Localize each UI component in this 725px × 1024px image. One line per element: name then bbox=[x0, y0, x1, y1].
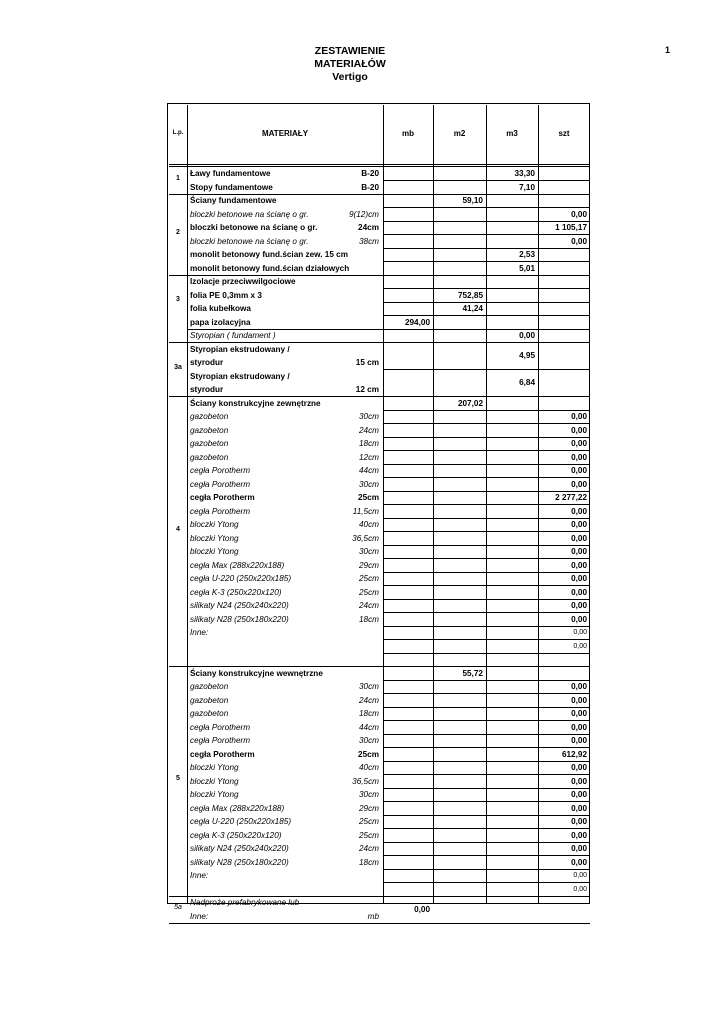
value-szt: 0,00 bbox=[571, 506, 587, 516]
value-szt: 0,00 bbox=[571, 412, 587, 421]
material-spec: 24cm bbox=[358, 223, 379, 232]
material-spec: 25cm bbox=[358, 830, 379, 840]
material-name: cegła Porotherm bbox=[190, 466, 251, 475]
material-spec: 25cm bbox=[358, 587, 379, 597]
header-m2: m2 bbox=[453, 129, 466, 138]
material-name: Izolacje przeciwwilgociowe bbox=[190, 277, 296, 286]
value-szt: 0,00 bbox=[571, 776, 587, 786]
material-name: cegła Porotherm bbox=[190, 506, 251, 516]
value-szt: 0,00 bbox=[571, 466, 587, 475]
material-spec: 36,5cm bbox=[352, 533, 379, 543]
material-name: silikaty N28 (250x180x220) bbox=[190, 614, 289, 624]
value-m3: 6,84 bbox=[519, 378, 535, 388]
material-spec: 15 cm bbox=[355, 358, 379, 367]
value-szt: 0,00 bbox=[571, 695, 587, 705]
value-szt: 0,00 bbox=[571, 736, 587, 745]
material-name: monolit betonowy fund.ścian zew. 15 cm bbox=[190, 250, 349, 259]
material-spec: 24cm bbox=[358, 425, 379, 435]
material-name: bloczki betonowe na ścianę o gr. bbox=[190, 209, 309, 219]
material-spec: 36,5cm bbox=[352, 776, 379, 786]
material-spec: 30cm bbox=[358, 790, 379, 799]
header-materials: MATERIAŁY bbox=[261, 129, 309, 138]
material-name: papa izolacyjna bbox=[190, 317, 251, 327]
material-spec: 18cm bbox=[358, 709, 379, 718]
material-name-cont: styrodur bbox=[190, 358, 224, 367]
title-line-1: ZESTAWIENIE bbox=[314, 45, 386, 57]
value-m2: 752,85 bbox=[457, 290, 483, 300]
material-spec: 18cm bbox=[358, 857, 379, 867]
header-lp: L.p. bbox=[172, 130, 184, 136]
value-szt: 0,00 bbox=[571, 533, 587, 543]
material-name: Ściany konstrukcyjne zewnętrzne bbox=[190, 398, 321, 408]
row-divider bbox=[383, 288, 590, 289]
value-szt: 0,00 bbox=[571, 709, 587, 718]
material-name: bloczki betonowe na ścianę o gr. bbox=[190, 223, 318, 232]
material-name: gazobeton bbox=[190, 425, 229, 435]
material-name-cont: Inne: bbox=[190, 911, 209, 921]
material-name: cegła Porotherm bbox=[190, 493, 255, 502]
material-spec: 18cm bbox=[358, 614, 379, 624]
material-spec: 44cm bbox=[358, 722, 379, 732]
value-szt: 0,00 bbox=[571, 479, 587, 489]
page-number: 1 bbox=[664, 45, 670, 55]
material-spec: 44cm bbox=[358, 466, 379, 475]
material-name: bloczki Ytong bbox=[190, 763, 239, 772]
material-spec: 25cm bbox=[358, 574, 379, 583]
value-szt: 0,00 bbox=[571, 844, 587, 853]
material-spec: 24cm bbox=[358, 844, 379, 853]
value-szt: 2 277,22 bbox=[555, 493, 587, 502]
material-spec: 18cm bbox=[358, 439, 379, 448]
material-name: cegła U-220 (250x220x185) bbox=[190, 817, 292, 826]
value-m2: 207,02 bbox=[457, 398, 483, 408]
value-szt: 0,00 bbox=[571, 452, 587, 462]
material-name: Ściany fundamentowe bbox=[190, 196, 277, 205]
material-name: gazobeton bbox=[190, 412, 229, 421]
material-name: gazobeton bbox=[190, 695, 229, 705]
material-spec: B-20 bbox=[361, 182, 379, 192]
value-szt: 0,00 bbox=[571, 857, 587, 867]
value-szt: 0,00 bbox=[571, 236, 587, 246]
value-szt: 0,00 bbox=[571, 560, 587, 570]
value-m2: 41,24 bbox=[462, 304, 483, 313]
value-szt: 0,00 bbox=[571, 520, 587, 529]
material-spec: 30cm bbox=[358, 479, 379, 489]
material-spec: 24cm bbox=[358, 601, 379, 610]
material-name: cegła Porotherm bbox=[190, 479, 251, 489]
material-name: cegła K-3 (250x220x120) bbox=[190, 830, 282, 840]
value-szt: 0,00 bbox=[571, 601, 587, 610]
value-szt: 0,00 bbox=[573, 872, 587, 879]
material-name: gazobeton bbox=[190, 439, 229, 448]
material-name: silikaty N24 (250x240x220) bbox=[190, 844, 289, 853]
material-spec: 25cm bbox=[358, 749, 379, 759]
material-spec: 29cm bbox=[358, 560, 379, 570]
material-name: cegła Max (288x220x188) bbox=[190, 803, 285, 813]
value-szt: 0,00 bbox=[571, 830, 587, 840]
material-spec: 25cm bbox=[358, 817, 379, 826]
value-szt: 0,00 bbox=[571, 425, 587, 435]
material-spec: 12cm bbox=[358, 452, 379, 462]
value-szt: 0,00 bbox=[571, 547, 587, 556]
material-spec: 25cm bbox=[358, 493, 379, 502]
material-name: folia kubełkowa bbox=[190, 304, 251, 313]
value-mb: 0,00 bbox=[414, 904, 430, 914]
material-spec: 30cm bbox=[358, 736, 379, 745]
material-name: cegła Porotherm bbox=[190, 749, 255, 759]
material-name: gazobeton bbox=[190, 682, 229, 691]
material-spec: 40cm bbox=[358, 763, 379, 772]
material-spec: B-20 bbox=[361, 169, 379, 178]
material-name: cegła Porotherm bbox=[190, 736, 251, 745]
row-divider bbox=[383, 302, 590, 303]
material-name: bloczki Ytong bbox=[190, 520, 239, 529]
material-spec: 40cm bbox=[358, 520, 379, 529]
value-szt: 0,00 bbox=[571, 790, 587, 799]
material-name: Inne: bbox=[190, 628, 209, 637]
value-szt: 0,00 bbox=[573, 629, 587, 636]
title-line-3: Vertigo bbox=[332, 71, 368, 83]
material-name: Ściany konstrukcyjne wewnętrzne bbox=[190, 668, 323, 678]
material-spec: 30cm bbox=[358, 547, 379, 556]
group-number: 3 bbox=[176, 296, 180, 303]
value-szt: 1 105,17 bbox=[555, 223, 587, 232]
material-name: Styropian ( fundament ) bbox=[190, 331, 276, 340]
group-number: 1 bbox=[176, 174, 180, 182]
value-szt: 0,00 bbox=[571, 817, 587, 826]
group-number: 2 bbox=[176, 228, 180, 236]
material-name: Stopy fundamentowe bbox=[190, 182, 273, 192]
material-name: Styropian ekstrudowany / bbox=[190, 371, 290, 381]
column-divider bbox=[187, 105, 188, 904]
material-spec: 24cm bbox=[358, 695, 379, 705]
material-spec: 11,5cm bbox=[352, 506, 379, 516]
value-szt: 0,00 bbox=[571, 439, 587, 448]
material-name: Nadproże prefabrykowane lub bbox=[190, 898, 300, 907]
material-name: silikaty N28 (250x180x220) bbox=[190, 857, 289, 867]
material-name: cegła Max (288x220x188) bbox=[190, 560, 285, 570]
material-name: bloczki Ytong bbox=[190, 776, 239, 786]
material-name: Ławy fundamentowe bbox=[190, 169, 271, 178]
material-spec: 12 cm bbox=[355, 385, 379, 394]
material-spec: 29cm bbox=[358, 803, 379, 813]
material-spec: 30cm bbox=[358, 682, 379, 691]
value-szt: 0,00 bbox=[571, 682, 587, 691]
material-name: folia PE 0,3mm x 3 bbox=[190, 290, 262, 300]
value-m3: 33,30 bbox=[514, 169, 535, 178]
value-szt: 0,00 bbox=[571, 574, 587, 583]
material-name: monolit betonowy fund.ścian działowych bbox=[190, 263, 350, 273]
header-mb: mb bbox=[402, 129, 414, 138]
material-name: Styropian ekstrudowany / bbox=[190, 344, 290, 354]
value-m3: 2,53 bbox=[519, 250, 535, 259]
material-name: bloczki Ytong bbox=[190, 547, 239, 556]
header-bottom-line bbox=[169, 164, 590, 165]
group-number: 4 bbox=[176, 525, 180, 533]
material-name: cegła U-220 (250x220x185) bbox=[190, 574, 292, 583]
value-szt: 0,00 bbox=[571, 803, 587, 813]
material-spec: mb bbox=[367, 911, 379, 921]
materials-table bbox=[169, 105, 590, 921]
header-m3: m3 bbox=[506, 129, 518, 138]
value-szt: 0,00 bbox=[571, 614, 587, 624]
value-szt: 0,00 bbox=[571, 209, 587, 219]
material-spec: 38cm bbox=[358, 236, 379, 246]
material-name: cegła Porotherm bbox=[190, 722, 251, 732]
value-m3: 0,00 bbox=[519, 331, 535, 340]
value-m2: 55,72 bbox=[462, 668, 483, 678]
value-m3: 5,01 bbox=[519, 263, 535, 273]
value-szt: 0,00 bbox=[571, 587, 587, 597]
value-szt: 612,92 bbox=[561, 749, 587, 759]
value-m3: 4,95 bbox=[519, 351, 535, 361]
value-m3: 7,10 bbox=[519, 182, 535, 192]
value-m2: 59,10 bbox=[462, 196, 483, 205]
material-name: gazobeton bbox=[190, 709, 229, 718]
group-number: 5 bbox=[176, 775, 180, 783]
material-name: silikaty N24 (250x240x220) bbox=[190, 601, 289, 610]
material-name: bloczki Ytong bbox=[190, 533, 239, 543]
material-name: bloczki Ytong bbox=[190, 790, 239, 799]
value-szt: 0,00 bbox=[573, 642, 587, 650]
material-name: bloczki betonowe na ścianę o gr. bbox=[190, 236, 309, 246]
material-spec: 30cm bbox=[358, 412, 379, 421]
title-line-2: MATERIAŁÓW bbox=[314, 58, 386, 70]
header-szt: szt bbox=[558, 129, 570, 138]
value-szt: 0,00 bbox=[573, 885, 587, 893]
material-name: Inne: bbox=[190, 871, 209, 880]
material-name: cegła K-3 (250x220x120) bbox=[190, 587, 282, 597]
material-name: gazobeton bbox=[190, 452, 229, 462]
group-divider bbox=[169, 923, 590, 924]
material-spec: 9(12)cm bbox=[348, 209, 379, 219]
row-divider bbox=[383, 653, 590, 654]
group-number: 3a bbox=[174, 363, 182, 371]
value-mb: 294,00 bbox=[404, 317, 430, 327]
document-title bbox=[200, 45, 500, 84]
row-divider bbox=[383, 369, 590, 370]
group-number: 5a bbox=[174, 903, 182, 911]
value-szt: 0,00 bbox=[571, 722, 587, 732]
value-szt: 0,00 bbox=[571, 763, 587, 772]
material-name-cont: styrodur bbox=[190, 385, 224, 394]
